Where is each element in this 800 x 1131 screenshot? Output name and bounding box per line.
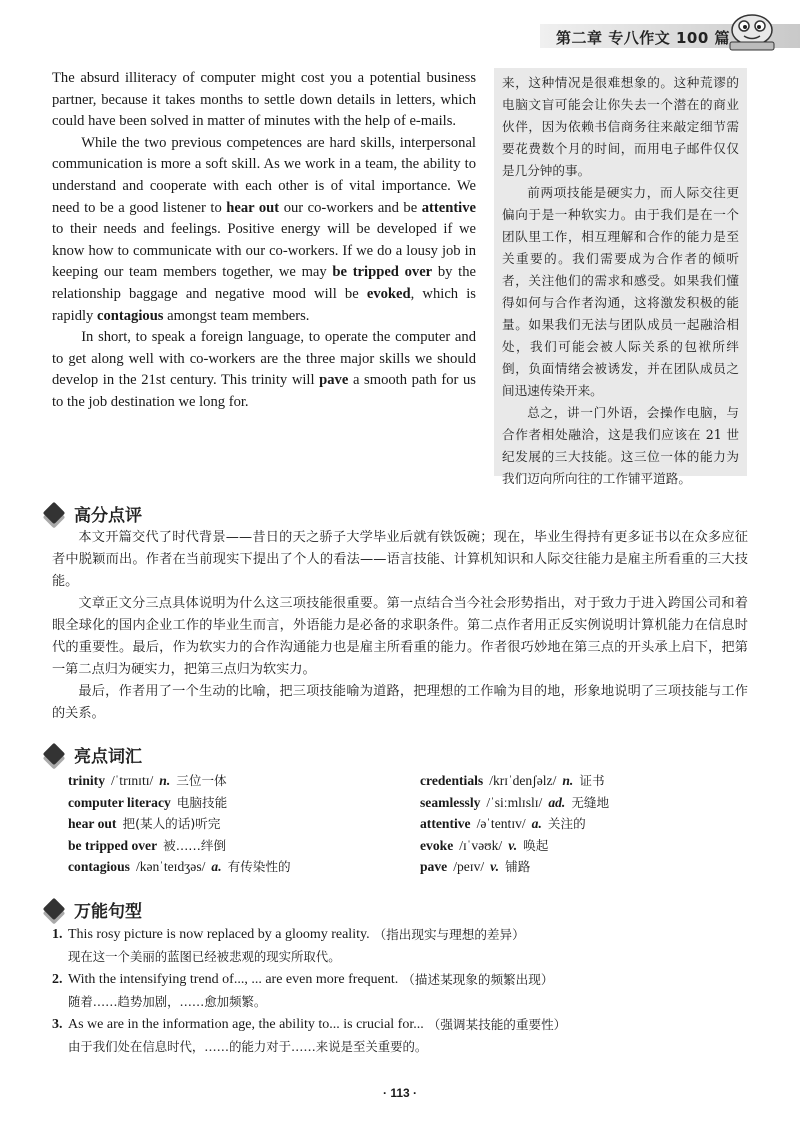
review-title: 高分点评 (74, 505, 142, 526)
review-body (52, 527, 748, 725)
vocab-item: seamlessly /ˈsiːmlɪslɪ/ ad. 无缝地 (420, 794, 610, 810)
sentence-item: 2. With the intensifying trend of..., ... are even more frequent. （描述某现象的频繁出现） (52, 972, 554, 987)
sentence-item: 3. As we are in the information age, the ability to... is crucial for... （强调某技能的重要性） (52, 1017, 567, 1032)
sentence-list (52, 924, 752, 1059)
vocab-item: computer literacy 电脑技能 (68, 794, 228, 810)
vocab-item: be tripped over 被……绊倒 (68, 837, 227, 853)
vocab-heading (40, 741, 142, 767)
review-paragraph-2: 文章正文分三点具体说明为什么这三项技能很重要。第一点结合当今社会形势指出，对于致力于进入跨国公司和着眼全球化的国内企业工作的毕业生而言，外语能力是必备的求职条件。第二点作者用正反实例说明计算机能力在信息时代的重要性。最后，作为软实力的合作沟通能力也是雇主所看重的能力。作者很巧妙地在第三点的开头承上启下，把第一第二点归为硬实力，把第三点归为软实力。 (52, 596, 748, 677)
essay-paragraph-2: While the two previous competences are hard skills, interpersonal communication is more a soft skill. As we work in a team, the ability to understand and cooperate with each other is of vital importance. We need to be a good listener to hear out our co-workers and be attentive to their needs and feelings. Positive energy will be developed if we know how to communicate with our co-workers. If we do a lousy job in keeping our team members together, we may be tripped over by the relationship baggage and negative mood will be evoked, which is rapidly contagious amongst team members. (52, 134, 477, 324)
review-paragraph-3: 最后，作者用了一个生动的比喻，把三项技能喻为道路，把理想的工作喻为目的地，形象地说明了三项技能与工作的关系。 (52, 684, 748, 721)
vocab-title: 亮点词汇 (74, 746, 142, 767)
sentence-translation: 随着……趋势加剧，……愈加频繁。 (68, 993, 267, 1009)
vocab-item: pave /peɪv/ v. 铺路 (420, 859, 531, 875)
sentence-item: 1. This rosy picture is now replaced by a gloomy reality. （指出现实与理想的差异） (52, 927, 525, 942)
vocab-item: contagious /kənˈteɪdʒəs/ a. 有传染性的 (68, 859, 291, 875)
translation-paragraph-2: 前两项技能是硬实力，而人际交往更偏向于是一种软实力。由于我们是在一个团队里工作，相互理解和合作的能力是至关重要的。我们需要成为合作者的倾听者，关注他们的需求和感受。如果我们懂得如何与合作者沟通，这将激发积极的能量。如果我们无法与团队成员一起融洽相处，我们可能会被人际关系的包袱所绊倒，负面情绪会被诱发，并在团队成员之间迅速传染开来。 (502, 185, 739, 398)
vocab-item: attentive /əˈtentɪv/ a. 关注的 (420, 816, 586, 832)
vocab-item: trinity /ˈtrɪnɪtɪ/ n. 三位一体 (68, 773, 227, 788)
essay-english (52, 68, 476, 414)
chapter-title: 第二章 专八作文 100 篇 (556, 29, 730, 47)
translation-paragraph-1: 来，这种情况是很难想象的。这种荒谬的电脑文盲可能会让你失去一个潜在的商业伙伴，因为依赖书信商务往来敲定细节需要花费数个月的时间，而用电子邮件仅仅是几分钟的事。 (502, 75, 739, 178)
page-number: · 113 · (382, 1086, 418, 1100)
mascot-icon (722, 10, 782, 52)
essay-paragraph-1: The absurd illiteracy of computer might cost you a potential business partner, because it takes months to settle down details in letters, which could have been solved in matter of minutes with the help of e-mails. (52, 70, 476, 130)
review-heading (40, 500, 142, 526)
sentences-heading (40, 896, 142, 922)
sentence-translation: 现在这一个美丽的蓝图已经被悲观的现实所取代。 (68, 948, 341, 964)
vocab-list-right (420, 770, 760, 878)
diamond-bullet-icon (43, 743, 66, 766)
diamond-bullet-icon (43, 898, 66, 921)
sentence-translation: 由于我们处在信息时代，……的能力对于……来说是至关重要的。 (68, 1038, 428, 1054)
vocab-list-left (68, 770, 408, 878)
diamond-bullet-icon (43, 502, 66, 525)
sentences-title: 万能句型 (74, 901, 142, 922)
translation-box (494, 68, 747, 486)
vocab-item: credentials /krɪˈdenʃəlz/ n. 证书 (420, 773, 605, 788)
vocab-item: hear out 把(某人的话)听完 (68, 816, 221, 832)
translation-paragraph-3: 总之，讲一门外语，会操作电脑，与合作者相处融洽，这是我们应该在 21 世纪发展的三大技能。这三位一体的能力为我们迈向所向往的工作铺平道路。 (502, 405, 739, 486)
essay-paragraph-3: In short, to speak a foreign language, to operate the computer and to get along well with co-workers are the three major skills we should develop in the 21st century. This trinity will pave a smooth path for us to the job destination we long for. (52, 329, 476, 410)
vocab-item: evoke /ɪˈvəʊk/ v. 唤起 (420, 837, 549, 853)
review-paragraph-1: 本文开篇交代了时代背景——昔日的天之骄子大学毕业后就有铁饭碗；现在，毕业生得持有更多证书以在众多应征者中脱颖而出。作者在当前现实下提出了个人的看法——语言技能、计算机知识和人际交往能力是雇主所看重的三大技能。 (52, 530, 748, 589)
